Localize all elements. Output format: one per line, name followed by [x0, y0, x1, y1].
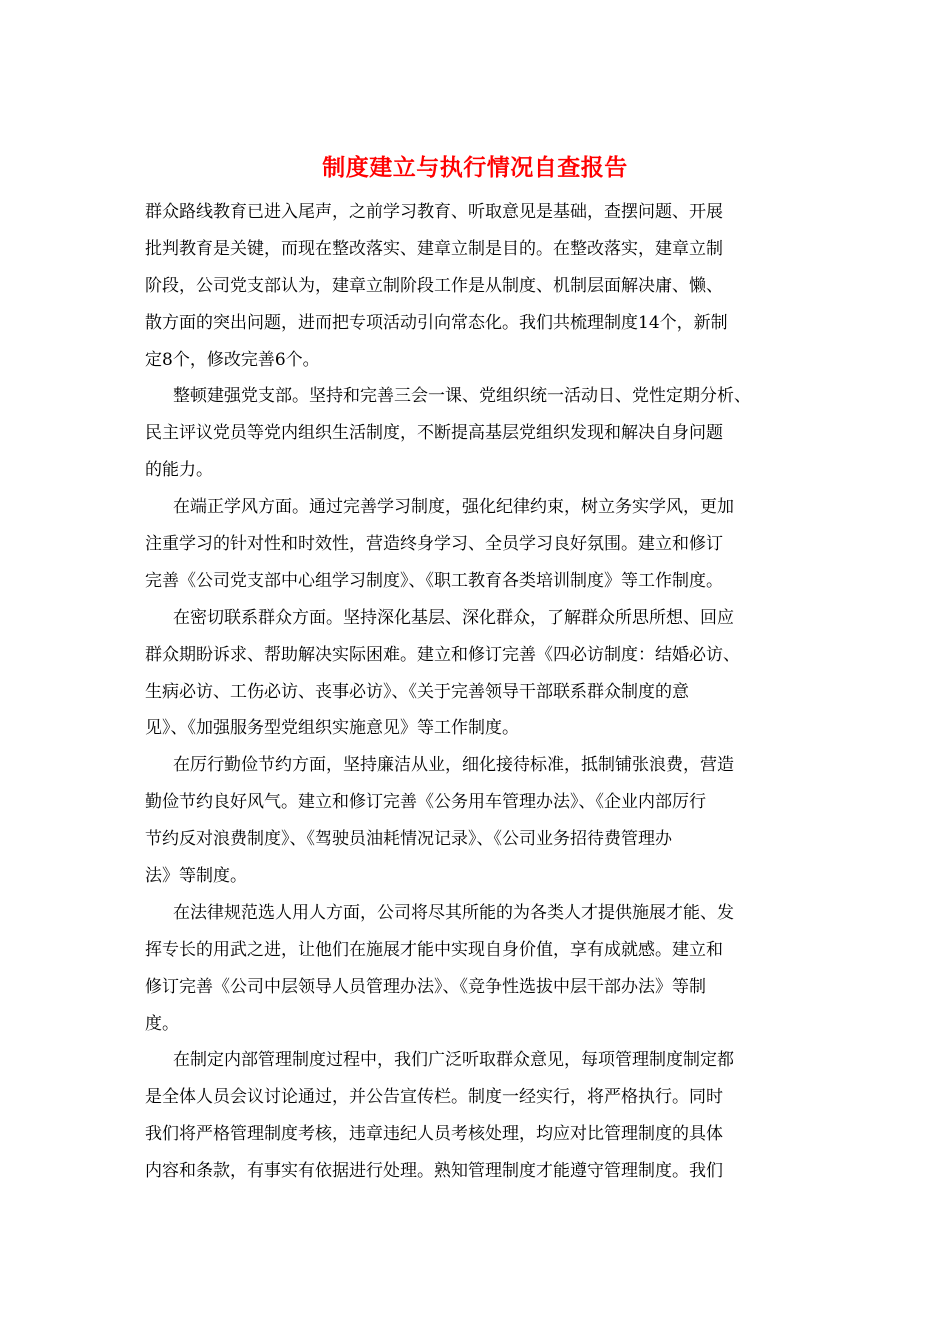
document-body [145, 194, 825, 1190]
body-line: 修订完善《公司中层领导人员管理办法》、《竞争性选拔中层干部办法》等制 [145, 976, 706, 997]
body-line: 散方面的突出问题，进而把专项活动引向常态化。我们共梳理制度14个，新制 [145, 312, 728, 333]
body-line: 生病必访、工伤必访、丧事必访》、《关于完善领导干部联系群众制度的意 [145, 681, 689, 702]
body-line: 群众期盼诉求、帮助解决实际困难。建立和修订完善《四必访制度：结婚必访、 [145, 644, 740, 665]
body-line: 法》等制度。 [145, 866, 247, 887]
body-line: 整顿建强党支部。坚持和完善三会一课、党组织统一活动日、党性定期分析、 [173, 386, 751, 407]
body-line: 阶段，公司党支部认为，建章立制阶段工作是从制度、机制层面解决庸、懒、 [145, 275, 723, 296]
body-line: 完善《公司党支部中心组学习制度》、《职工教育各类培训制度》等工作制度。 [145, 570, 723, 591]
body-line: 节约反对浪费制度》、《驾驶员油耗情况记录》、《公司业务招待费管理办 [145, 829, 672, 850]
body-line: 在密切联系群众方面。坚持深化基层、深化群众，了解群众所思所想、回应 [173, 607, 734, 628]
body-line: 勤俭节约良好风气。建立和修订完善《公务用车管理办法》、《企业内部厉行 [145, 792, 706, 813]
body-line: 在制定内部管理制度过程中，我们广泛听取群众意见，每项管理制度制定都 [173, 1050, 734, 1071]
body-line: 定8个，修改完善6个。 [145, 349, 320, 370]
body-line: 批判教育是关键，而现在整改落实、建章立制是目的。在整改落实，建章立制 [145, 238, 723, 259]
body-line: 在法律规范选人用人方面，公司将尽其所能的为各类人才提供施展才能、发 [173, 902, 734, 923]
body-line: 注重学习的针对性和时效性，营造终身学习、全员学习良好氛围。建立和修订 [145, 534, 723, 555]
body-line: 的能力。 [145, 460, 213, 481]
body-line: 挥专长的用武之进，让他们在施展才能中实现自身价值，享有成就感。建立和 [145, 939, 723, 960]
body-line: 在厉行勤俭节约方面，坚持廉洁从业，细化接待标准，抵制铺张浪费，营造 [173, 755, 734, 776]
body-line: 在端正学风方面。通过完善学习制度，强化纪律约束，树立务实学风，更加 [173, 497, 734, 518]
body-line: 度。 [145, 1013, 179, 1034]
body-line: 见》、《加强服务型党组织实施意见》等工作制度。 [145, 718, 519, 739]
body-line: 群众路线教育已进入尾声，之前学习教育、听取意见是基础，查摆问题、开展 [145, 202, 723, 222]
body-line: 是全体人员会议讨论通过，并公告宣传栏。制度一经实行，将严格执行。同时 [145, 1087, 723, 1108]
body-line: 民主评议党员等党内组织生活制度，不断提高基层党组织发现和解决自身问题 [145, 423, 723, 444]
document-title: 制度建立与执行情况自查报告 [322, 154, 628, 181]
body-line: 内容和条款，有事实有依据进行处理。熟知管理制度才能遵守管理制度。我们 [145, 1161, 723, 1182]
body-line: 我们将严格管理制度考核，违章违纪人员考核处理，均应对比管理制度的具体 [145, 1124, 723, 1145]
